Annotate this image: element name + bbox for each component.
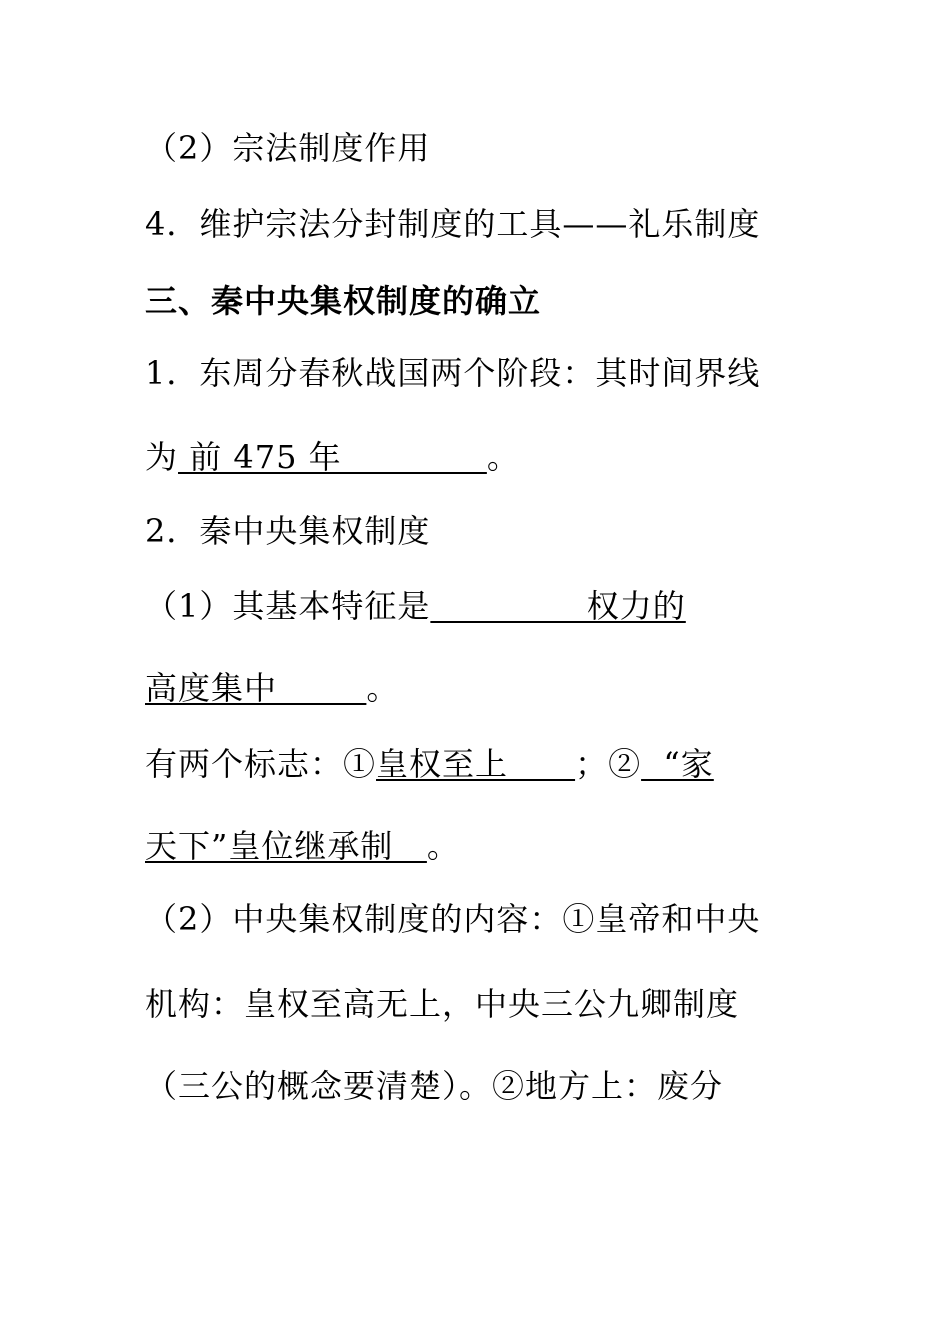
text-line-basic-feature [145,586,686,626]
text-prefix: 为 [145,438,179,476]
text-line-concentration [145,668,399,708]
answer-blank: 权力的 [430,587,686,625]
text-suffix: 。 [366,669,400,707]
text-line-content: （2）中央集权制度的内容：①皇帝和中央 [145,900,761,938]
text-prefix: 有两个标志：① [145,745,377,783]
text-line-two-marks [145,744,714,784]
answer-blank-1: 皇权至上 [376,745,576,783]
text-prefix: （1）其基本特征是 [145,587,431,625]
text-line-zongfa-effect: （2）宗法制度作用 [145,129,431,167]
text-suffix: 。 [486,438,520,476]
text-line-qin-system: 2．秦中央集权制度 [145,512,431,550]
text-line-dongzhou: 1．东周分春秋战国两个阶段：其时间界线 [145,354,761,392]
text-line-liyue: 4．维护宗法分封制度的工具——礼乐制度 [145,205,761,243]
answer-blank-2: “家 [641,745,714,783]
text-middle: ；② [575,745,642,783]
answer-blank: 高度集中 [145,669,367,707]
text-line-local: （三公的概念要清楚）。②地方上：废分 [145,1067,724,1105]
text-line-time-boundary [145,437,520,477]
section-heading: 三、秦中央集权制度的确立 [145,282,542,320]
text-line-succession [145,826,460,866]
answer-blank: 天下”皇位继承制 [145,827,427,865]
answer-blank: 前 475 年 [178,438,487,476]
text-suffix: 。 [426,827,460,865]
text-line-central-organs: 机构：皇权至高无上，中央三公九卿制度 [145,985,740,1023]
